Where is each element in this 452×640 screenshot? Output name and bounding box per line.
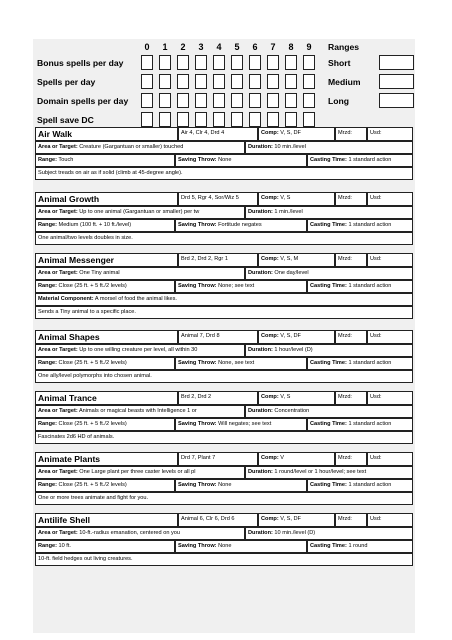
comp-value: V, S, M (280, 256, 299, 262)
duration-value: 10 min./level (274, 144, 306, 150)
range-value: Close (25 ft. + 5 ft./2 levels) (58, 360, 127, 366)
components-cell (258, 452, 335, 466)
area-value: Up to one animal (Gargantuan or smaller) per tw (79, 209, 200, 215)
slot-row-label: Spells per day (37, 77, 96, 87)
spell-level: Animal 6, Clr 6, Drd 6 (181, 516, 235, 522)
mrzd-label: Mrzd: (338, 256, 352, 262)
saving-throw-value: None, see text (218, 360, 255, 366)
slot-level-header: 4 (216, 42, 222, 52)
components-cell (258, 253, 335, 267)
range-cell (35, 154, 175, 167)
range-value-box[interactable] (379, 93, 414, 108)
slot-box[interactable] (159, 55, 171, 70)
slot-box[interactable] (177, 93, 189, 108)
saving-throw-label: Saving Throw: (178, 222, 217, 228)
area-value: One Large plant per three caster levels or all pl (79, 469, 196, 475)
comp-label: Comp: (261, 333, 279, 339)
spell-description: Subject treads on air as if solid (climb at 45-degree angle). (38, 170, 183, 176)
range-cell (35, 479, 175, 492)
slot-box[interactable] (195, 93, 207, 108)
saving-throw-label: Saving Throw: (178, 543, 217, 549)
spell-description: One or more trees animate and fight for you. (38, 495, 149, 501)
duration-value: 1 min./level (274, 209, 303, 215)
usd-label: Usd: (370, 256, 382, 262)
spell-level-cell (178, 330, 258, 344)
comp-value: V, S, DF (280, 333, 301, 339)
used-cell (367, 513, 413, 527)
spell-level-cell (178, 452, 258, 466)
duration-cell (245, 267, 413, 280)
slot-box[interactable] (213, 112, 225, 127)
area-cell (35, 344, 245, 357)
range-value: Medium (100 ft. + 10 ft./level) (58, 222, 132, 228)
material-cell (35, 293, 413, 306)
spell-level: Brd 2, Drd 2 (181, 394, 212, 400)
range-field-label: Range: (38, 283, 57, 289)
slot-row-label: Bonus spells per day (37, 58, 124, 68)
area-label: Area or Target: (38, 270, 78, 276)
spell-entry (35, 330, 413, 394)
spell-entry (35, 452, 413, 516)
comp-value: V (280, 455, 285, 461)
usd-label: Usd: (370, 130, 382, 136)
mrzd-label: Mrzd: (338, 130, 352, 136)
slot-box[interactable] (195, 74, 207, 89)
slot-box[interactable] (249, 55, 261, 70)
slot-row-label: Spell save DC (37, 115, 94, 125)
casting-time-label: Casting Time: (310, 157, 347, 163)
used-cell (367, 192, 413, 206)
memorized-cell (335, 127, 367, 141)
range-value: Touch (58, 157, 74, 163)
slot-box[interactable] (195, 55, 207, 70)
range-cell (35, 357, 175, 370)
spell-sheet (33, 39, 415, 633)
casting-time-label: Casting Time: (310, 222, 347, 228)
spell-level: Drd 7, Plant 7 (181, 455, 216, 461)
area-value: Up to one willing creature per level, all within 30 (79, 347, 198, 353)
components-cell (258, 127, 335, 141)
slot-box[interactable] (303, 93, 315, 108)
slot-level-header: 6 (252, 42, 258, 52)
saving-throw-value: Will negates; see text (218, 421, 272, 427)
spell-name: Animal Trance (38, 393, 97, 403)
components-cell (258, 330, 335, 344)
saving-throw-value: None (218, 157, 232, 163)
slot-box[interactable] (231, 93, 243, 108)
components-cell (258, 391, 335, 405)
comp-value: V, S, DF (280, 130, 301, 136)
slot-box[interactable] (159, 74, 171, 89)
casting-time-value: 1 round (348, 543, 368, 549)
comp-value: V, S (280, 195, 291, 201)
slot-box[interactable] (285, 112, 297, 127)
spell-name-cell (35, 391, 178, 405)
saving-throw-value: None; see text (218, 283, 255, 289)
duration-cell (245, 405, 413, 418)
slot-box[interactable] (177, 74, 189, 89)
spell-name-cell (35, 330, 178, 344)
usd-label: Usd: (370, 195, 382, 201)
mrzd-label: Mrzd: (338, 195, 352, 201)
duration-cell (245, 527, 413, 540)
range-value: Close (25 ft. + 5 ft./2 levels) (58, 421, 127, 427)
slot-box[interactable] (285, 93, 297, 108)
casting-time-cell (307, 219, 413, 232)
description-cell (35, 492, 413, 505)
area-value: 10-ft.-radius emanation, centered on you (79, 530, 180, 536)
duration-cell (245, 466, 413, 479)
spell-level-cell (178, 391, 258, 405)
range-label: Long (328, 96, 349, 106)
spell-level: Brd 2, Drd 2, Rgr 1 (181, 256, 228, 262)
memorized-cell (335, 253, 367, 267)
casting-time-cell (307, 418, 413, 431)
casting-time-value: 1 standard action (348, 482, 392, 488)
spell-name: Animate Plants (38, 454, 101, 464)
area-cell (35, 405, 245, 418)
casting-time-label: Casting Time: (310, 360, 347, 366)
duration-label: Duration: (248, 469, 273, 475)
area-label: Area or Target: (38, 144, 78, 150)
range-value-box[interactable] (379, 74, 414, 89)
used-cell (367, 127, 413, 141)
slot-box[interactable] (231, 55, 243, 70)
spell-entry (35, 253, 413, 317)
comp-label: Comp: (261, 130, 279, 136)
range-cell (35, 280, 175, 293)
saving-throw-label: Saving Throw: (178, 157, 217, 163)
slot-box[interactable] (159, 93, 171, 108)
area-cell (35, 466, 245, 479)
spell-name: Air Walk (38, 129, 73, 139)
slot-box[interactable] (195, 112, 207, 127)
saving-throw-cell (175, 154, 307, 167)
area-value: One Tiny animal (79, 270, 120, 276)
spell-name-cell (35, 253, 178, 267)
mrzd-label: Mrzd: (338, 333, 352, 339)
duration-label: Duration: (248, 270, 273, 276)
spell-name-cell (35, 452, 178, 466)
slot-level-header: 2 (180, 42, 186, 52)
slot-box[interactable] (177, 112, 189, 127)
ranges-header: Ranges (328, 42, 360, 52)
slot-box[interactable] (249, 112, 261, 127)
casting-time-value: 1 standard action (348, 360, 392, 366)
spell-level-cell (178, 127, 258, 141)
spell-level: Air 4, Clr 4, Drd 4 (181, 130, 225, 136)
comp-label: Comp: (261, 455, 279, 461)
saving-throw-cell (175, 479, 307, 492)
saving-throw-label: Saving Throw: (178, 421, 217, 427)
casting-time-cell (307, 479, 413, 492)
comp-value: V, S (280, 394, 291, 400)
duration-cell (245, 344, 413, 357)
spell-description: One animal/two levels doubles in size. (38, 235, 133, 241)
duration-cell (245, 141, 413, 154)
slot-level-header: 1 (162, 42, 168, 52)
spell-name: Antilife Shell (38, 515, 91, 525)
spell-name-cell (35, 127, 178, 141)
usd-label: Usd: (370, 333, 382, 339)
slot-level-header: 7 (270, 42, 276, 52)
slot-box[interactable] (303, 74, 315, 89)
slot-box[interactable] (159, 112, 171, 127)
slot-box[interactable] (267, 74, 279, 89)
comp-label: Comp: (261, 195, 279, 201)
saving-throw-cell (175, 540, 307, 553)
duration-label: Duration: (248, 144, 273, 150)
range-value: Close (25 ft. + 5 ft./2 levels) (58, 482, 127, 488)
area-value: Animals or magical beasts with Intelligence 1 or (78, 408, 197, 414)
duration-cell (245, 206, 413, 219)
duration-value: One day/level (274, 270, 309, 276)
mrzd-label: Mrzd: (338, 394, 352, 400)
slot-box[interactable] (231, 74, 243, 89)
range-cell (35, 219, 175, 232)
casting-time-label: Casting Time: (310, 283, 347, 289)
range-cell (35, 540, 175, 553)
slot-box[interactable] (267, 112, 279, 127)
duration-label: Duration: (248, 209, 273, 215)
spell-level: Drd 5, Rgr 4, Sor/Wiz 5 (181, 195, 239, 201)
range-value-box[interactable] (379, 55, 414, 70)
description-cell (35, 167, 413, 180)
area-label: Area or Target: (38, 408, 78, 414)
spell-name: Animal Shapes (38, 332, 100, 342)
components-cell (258, 192, 335, 206)
description-cell (35, 431, 413, 444)
spell-name-cell (35, 192, 178, 206)
slot-box[interactable] (213, 55, 225, 70)
area-value: Creature (Gargantuan or smaller) touched (79, 144, 184, 150)
slot-level-header: 5 (234, 42, 240, 52)
slot-box[interactable] (267, 55, 279, 70)
saving-throw-value: Fortitude negates (218, 222, 262, 228)
saving-throw-cell (175, 418, 307, 431)
range-label: Short (328, 58, 351, 68)
spell-name: Animal Growth (38, 194, 100, 204)
slot-box[interactable] (141, 93, 153, 108)
slot-box[interactable] (267, 93, 279, 108)
spell-level: Animal 7, Drd 8 (181, 333, 220, 339)
slot-level-header: 0 (144, 42, 150, 52)
area-label: Area or Target: (38, 530, 78, 536)
usd-label: Usd: (370, 455, 382, 461)
spell-name: Animal Messenger (38, 255, 114, 265)
spell-description: One ally/level polymorphs into chosen animal. (38, 373, 152, 379)
usd-label: Usd: (370, 516, 382, 522)
description-cell (35, 553, 413, 566)
saving-throw-value: None (218, 543, 232, 549)
range-field-label: Range: (38, 157, 57, 163)
memorized-cell (335, 452, 367, 466)
area-label: Area or Target: (38, 209, 78, 215)
casting-time-value: 1 standard action (348, 421, 392, 427)
area-cell (35, 141, 245, 154)
duration-value: 1 hour/level (D) (274, 347, 313, 353)
components-cell (258, 513, 335, 527)
spell-level-cell (178, 253, 258, 267)
memorized-cell (335, 513, 367, 527)
saving-throw-label: Saving Throw: (178, 283, 217, 289)
memorized-cell (335, 330, 367, 344)
range-field-label: Range: (38, 543, 57, 549)
used-cell (367, 452, 413, 466)
spell-entry (35, 192, 413, 256)
spell-entry (35, 513, 413, 577)
slot-row-label: Domain spells per day (37, 96, 129, 106)
comp-value: V, S, DF (280, 516, 301, 522)
casting-time-label: Casting Time: (310, 482, 347, 488)
slot-level-header: 3 (198, 42, 204, 52)
slot-box[interactable] (213, 74, 225, 89)
slot-box[interactable] (231, 112, 243, 127)
slot-box[interactable] (141, 55, 153, 70)
area-cell (35, 206, 245, 219)
slot-box[interactable] (285, 74, 297, 89)
spell-entry (35, 391, 413, 455)
mrzd-label: Mrzd: (338, 516, 352, 522)
range-field-label: Range: (38, 222, 57, 228)
area-cell (35, 527, 245, 540)
slot-level-header: 8 (288, 42, 294, 52)
slot-box[interactable] (285, 55, 297, 70)
spell-description: Sends a Tiny animal to a specific place. (38, 309, 136, 315)
usd-label: Usd: (370, 394, 382, 400)
area-cell (35, 267, 245, 280)
casting-time-cell (307, 154, 413, 167)
memorized-cell (335, 391, 367, 405)
spell-level-cell (178, 513, 258, 527)
saving-throw-cell (175, 357, 307, 370)
slot-box[interactable] (177, 55, 189, 70)
range-field-label: Range: (38, 421, 57, 427)
casting-time-cell (307, 540, 413, 553)
saving-throw-cell (175, 219, 307, 232)
saving-throw-label: Saving Throw: (178, 482, 217, 488)
spell-level-cell (178, 192, 258, 206)
slot-box[interactable] (249, 74, 261, 89)
casting-time-cell (307, 280, 413, 293)
slot-level-header: 9 (306, 42, 312, 52)
range-value: Close (25 ft. + 5 ft./2 levels) (58, 283, 127, 289)
saving-throw-value: None (218, 482, 232, 488)
casting-time-value: 1 standard action (348, 222, 392, 228)
casting-time-value: 1 standard action (348, 283, 392, 289)
range-cell (35, 418, 175, 431)
spell-name-cell (35, 513, 178, 527)
slot-box[interactable] (213, 93, 225, 108)
area-label: Area or Target: (38, 347, 78, 353)
saving-throw-cell (175, 280, 307, 293)
description-cell (35, 306, 413, 319)
comp-label: Comp: (261, 394, 279, 400)
duration-label: Duration: (248, 347, 273, 353)
casting-time-value: 1 standard action (348, 157, 392, 163)
used-cell (367, 330, 413, 344)
range-label: Medium (328, 77, 361, 87)
slot-box[interactable] (141, 74, 153, 89)
range-field-label: Range: (38, 360, 57, 366)
used-cell (367, 253, 413, 267)
slot-box[interactable] (249, 93, 261, 108)
slot-box[interactable] (141, 112, 153, 127)
casting-time-cell (307, 357, 413, 370)
range-field-label: Range: (38, 482, 57, 488)
slot-box[interactable] (303, 55, 315, 70)
mrzd-label: Mrzd: (338, 455, 352, 461)
duration-label: Duration: (248, 408, 273, 414)
duration-label: Duration: (248, 530, 273, 536)
used-cell (367, 391, 413, 405)
range-value: 10 ft. (58, 543, 71, 549)
material-label: Material Component: (38, 296, 94, 302)
area-label: Area or Target: (38, 469, 78, 475)
duration-value: 10 min./level (D) (274, 530, 316, 536)
material-value: A morsel of food the animal likes. (94, 296, 177, 302)
comp-label: Comp: (261, 516, 279, 522)
spell-description: Fascinates 2d6 HD of animals. (38, 434, 115, 440)
duration-value: Concentration (274, 408, 310, 414)
saving-throw-label: Saving Throw: (178, 360, 217, 366)
memorized-cell (335, 192, 367, 206)
casting-time-label: Casting Time: (310, 421, 347, 427)
comp-label: Comp: (261, 256, 279, 262)
casting-time-label: Casting Time: (310, 543, 347, 549)
description-cell (35, 232, 413, 245)
spell-entry (35, 127, 413, 191)
spell-description: 10-ft. field hedges out living creatures. (38, 556, 133, 562)
slot-box[interactable] (303, 112, 315, 127)
description-cell (35, 370, 413, 383)
duration-value: 1 round/level or 1 hour/level; see text (274, 469, 367, 475)
